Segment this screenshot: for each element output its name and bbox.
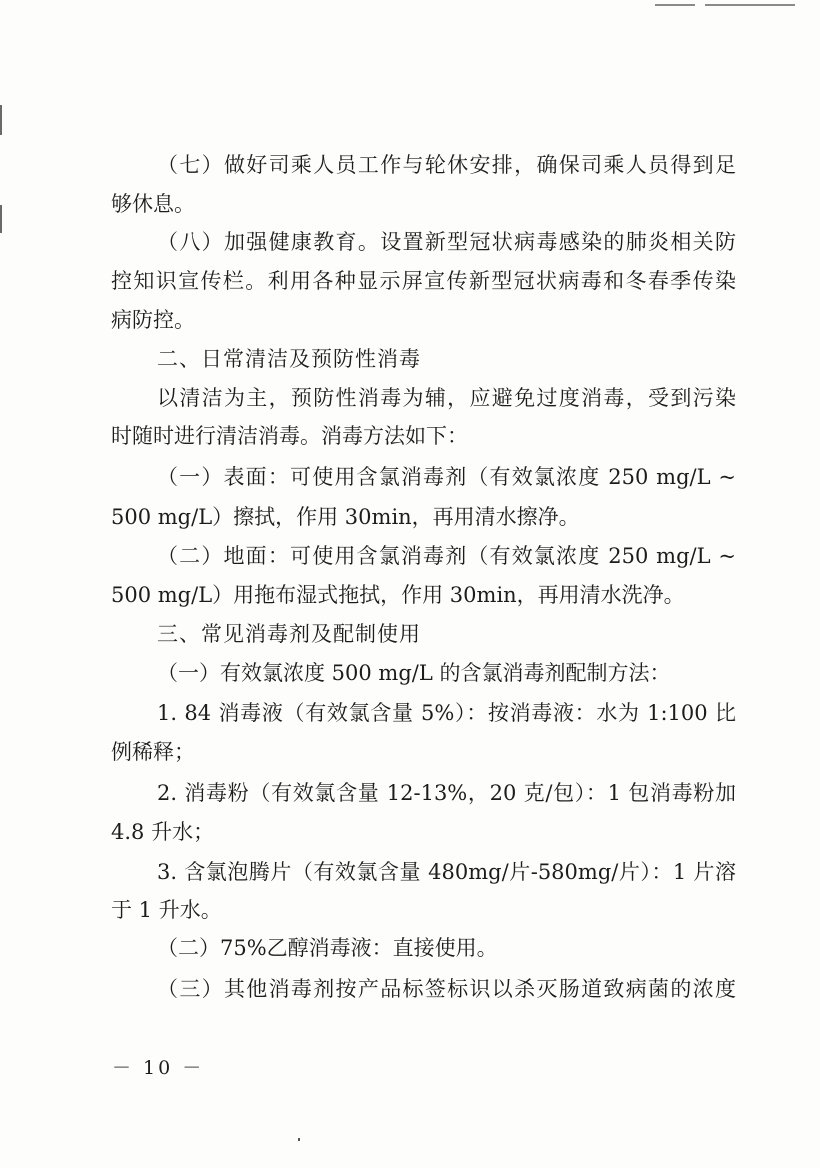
list-item-line: 1. 84 消毒液（有效氯含量 5%）：按消毒液：水为 1:100 比 <box>157 701 736 725</box>
paragraph-line: 500 mg/L）用拖布湿式拖拭，作用 30min，再用清水洗净。 <box>111 583 685 607</box>
section-heading: 三、常见消毒剂及配制使用 <box>157 622 421 646</box>
list-item-line: 于 1 升水。 <box>111 898 222 922</box>
paragraph-line: （八）加强健康教育。设置新型冠状病毒感染的肺炎相关防 <box>157 230 736 254</box>
paragraph-line: （二）75%乙醇消毒液：直接使用。 <box>157 936 498 960</box>
paragraph-line: 控知识宣传栏。利用各种显示屏宣传新型冠状病毒和冬春季传染 <box>111 269 736 293</box>
list-item-line: 4.8 升水； <box>111 820 215 844</box>
scan-artifact-left-edge <box>0 105 2 135</box>
paragraph-line: （一）表面：可使用含氯消毒剂（有效氯浓度 250 mg/L ~ <box>157 465 736 489</box>
paragraph-line: 够休息。 <box>111 192 195 216</box>
paragraph-line: 以清洁为主，预防性消毒为辅，应避免过度消毒，受到污染 <box>157 386 736 410</box>
scan-artifact-dot <box>298 1138 300 1141</box>
paragraph-line: 病防控。 <box>111 308 195 332</box>
scan-artifact-left-edge <box>0 205 2 233</box>
paragraph-line: （七）做好司乘人员工作与轮休安排，确保司乘人员得到足 <box>157 153 736 177</box>
list-item-line: 2. 消毒粉（有效氯含量 12-13%，20 克/包）：1 包消毒粉加 <box>157 781 736 805</box>
paragraph-line: 500 mg/L）擦拭，作用 30min，再用清水擦净。 <box>111 505 580 529</box>
scan-artifact-top <box>705 4 795 6</box>
paragraph-line: （二）地面：可使用含氯消毒剂（有效氯浓度 250 mg/L ~ <box>157 544 736 568</box>
scan-artifact-top <box>655 4 695 6</box>
list-item-line: 3. 含氯泡腾片（有效氯含量 480mg/片-580mg/片）：1 片溶 <box>157 860 736 884</box>
paragraph-line: 时随时进行清洁消毒。消毒方法如下： <box>111 424 468 448</box>
page-number: － 10 － <box>112 1057 205 1079</box>
list-item-line: 例稀释； <box>111 740 195 764</box>
paragraph-line: （一）有效氯浓度 500 mg/L 的含氯消毒剂配制方法： <box>157 661 671 685</box>
paragraph-line: （三）其他消毒剂按产品标签标识以杀灭肠道致病菌的浓度 <box>157 977 736 1001</box>
section-heading: 二、日常清洁及预防性消毒 <box>157 347 421 371</box>
